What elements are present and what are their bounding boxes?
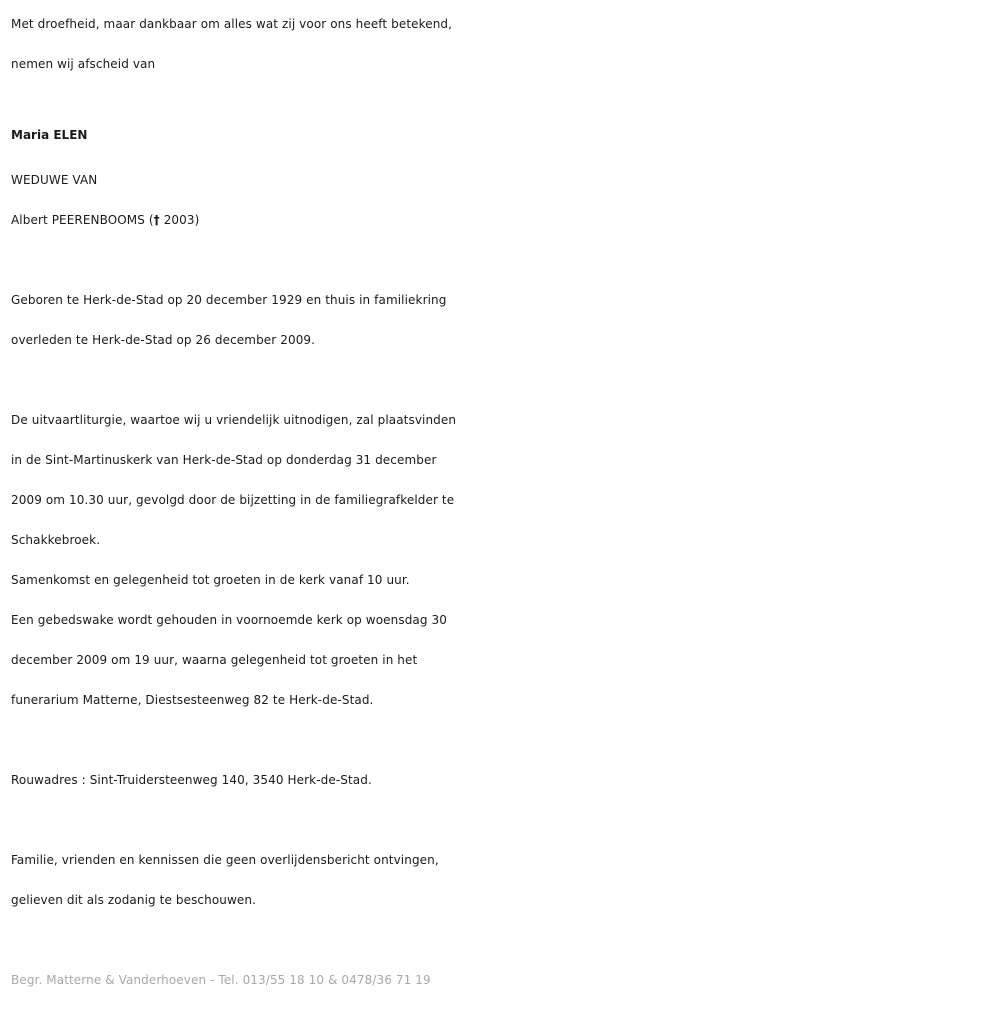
vigil-line-2: december 2009 om 19 uur, waarna gelegenheid tot groeten in het xyxy=(11,653,418,667)
spouse-line xyxy=(11,200,991,240)
intro-line-1: Met droefheid, maar dankbaar om alles wat zij voor ons heeft betekend, xyxy=(11,17,453,31)
cross-icon: † xyxy=(153,213,160,227)
spacer xyxy=(11,920,991,960)
intro-line-2: nemen wij afscheid van xyxy=(11,57,156,71)
spacer xyxy=(11,360,991,400)
mourning-address: Rouwadres : Sint-Truidersteenweg 140, 3540 Herk-de-Stad. xyxy=(11,773,372,787)
funeral-line-4: Schakkebroek. xyxy=(11,533,101,547)
gathering-line: Samenkomst en gelegenheid tot groeten in de kerk vanaf 10 uur. xyxy=(11,573,410,587)
funeral-home-footer: Begr. Matterne & Vanderhoeven - Tel. 013/55 18 10 & 0478/36 71 19 xyxy=(11,973,431,987)
birth-death-line-1: Geboren te Herk-de-Stad op 20 december 1929 en thuis in familiekring xyxy=(11,293,447,307)
funeral-line-2: in de Sint-Martinuskerk van Herk-de-Stad op donderdag 31 december xyxy=(11,453,437,467)
spacer xyxy=(11,240,991,280)
birth-death-line-2: overleden te Herk-de-Stad op 26 december 2009. xyxy=(11,333,316,347)
widow-status: WEDUWE VAN xyxy=(11,173,98,187)
vigil-line-3: funerarium Matterne, Diestsesteenweg 82 te Herk-de-Stad. xyxy=(11,693,374,707)
funeral-line-1: De uitvaartliturgie, waartoe wij u vriendelijk uitnodigen, zal plaatsvinden xyxy=(11,413,457,427)
spouse-name: Albert PEERENBOOMS ( xyxy=(11,213,154,227)
notice-line-2: gelieven dit als zodanig te beschouwen. xyxy=(11,893,256,907)
funeral-line-3: 2009 om 10.30 uur, gevolgd door de bijzetting in de familiegrafkelder te xyxy=(11,493,455,507)
deceased-name: Maria ELEN xyxy=(11,128,88,142)
obituary-notice xyxy=(11,4,991,1000)
vigil-line-1: Een gebedswake wordt gehouden in voornoemde kerk op woensdag 30 xyxy=(11,613,447,627)
spacer xyxy=(11,720,991,760)
notice-line-1: Familie, vrienden en kennissen die geen overlijdensbericht ontvingen, xyxy=(11,853,439,867)
spacer xyxy=(11,800,991,840)
spouse-death-year: 2003) xyxy=(159,213,200,227)
